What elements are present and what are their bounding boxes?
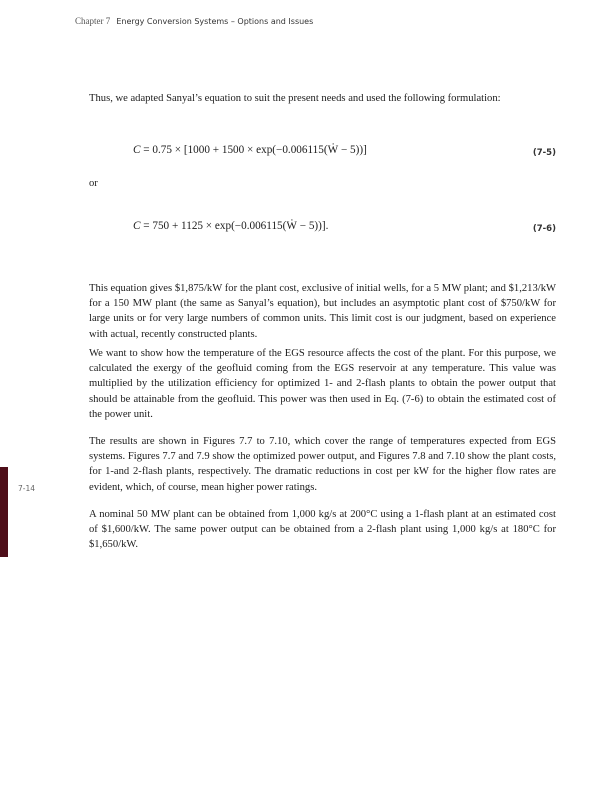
paragraph-nominal-plant: A nominal 50 MW plant can be obtained from 1,000 kg/s at 200°C using a 1-flash plant at an estimated cost of $1,600/kW. The same power output can be obtained from a 2-flash plant using 1,000 kg/s at 180°C for $1,650/kW. [89, 509, 556, 551]
equation-7-6 [133, 220, 328, 232]
equation-rhs: = 0.75 × [1000 + 1500 × exp(−0.006115(Ẇ − 5))] [140, 144, 367, 156]
chapter-label: Chapter 7 [75, 16, 111, 26]
paragraph-results: The results are shown in Figures 7.7 to 7.10, which cover the range of temperatures expected from EGS systems. Figures 7.7 and 7.9 show the optimized power output, and Figures 7.8 and 7.10 show the plant costs, for 1-and 2-flash plants, respectively. The dramatic reductions in cost per kW for the higher flow rates are evident, which, of course, mean higher power ratings. [89, 436, 556, 493]
paragraph-plant-cost: This equation gives $1,875/kW for the plant cost, exclusive of initial wells, for a 5 MW plant; and $1,213/kW for a 150 MW plant (the same as Sanyal’s equation), but includes an asymptotic plant cost of $750/kW for large units or for very large numbers of common units. This limit cost is our judgment, based on experience with actual, recently constructed plants. [89, 283, 556, 340]
paragraph-temperature: We want to show how the temperature of the EGS resource affects the cost of the plant. For this purpose, we calculated the exergy of the geofluid coming from the EGS reservoir at any temperature. This value was multiplied by the utilization efficiency for optimized 1- and 2-flash plants to obtain the power output that should be attainable from the geofluid. This power was then used in Eq. (7-6) to obtain the estimated cost of the power unit. [89, 348, 556, 420]
intro-paragraph: Thus, we adapted Sanyal’s equation to suit the present needs and used the following formulation: [89, 93, 501, 104]
chapter-title: Energy Conversion Systems – Options and Issues [116, 17, 314, 26]
page-edge-marker [0, 467, 8, 557]
equation-lhs: C [133, 220, 141, 232]
or-text: or [89, 178, 98, 189]
equation-number-7-6: (7-6) [532, 224, 556, 234]
running-header [75, 16, 313, 26]
equation-rhs: = 750 + 1125 × exp(−0.006115(Ẇ − 5))]. [140, 220, 329, 232]
equation-lhs: C [133, 144, 141, 156]
page-number: 7-14 [18, 484, 36, 493]
equation-7-5 [133, 144, 367, 156]
equation-number-7-5: (7-5) [532, 148, 556, 158]
